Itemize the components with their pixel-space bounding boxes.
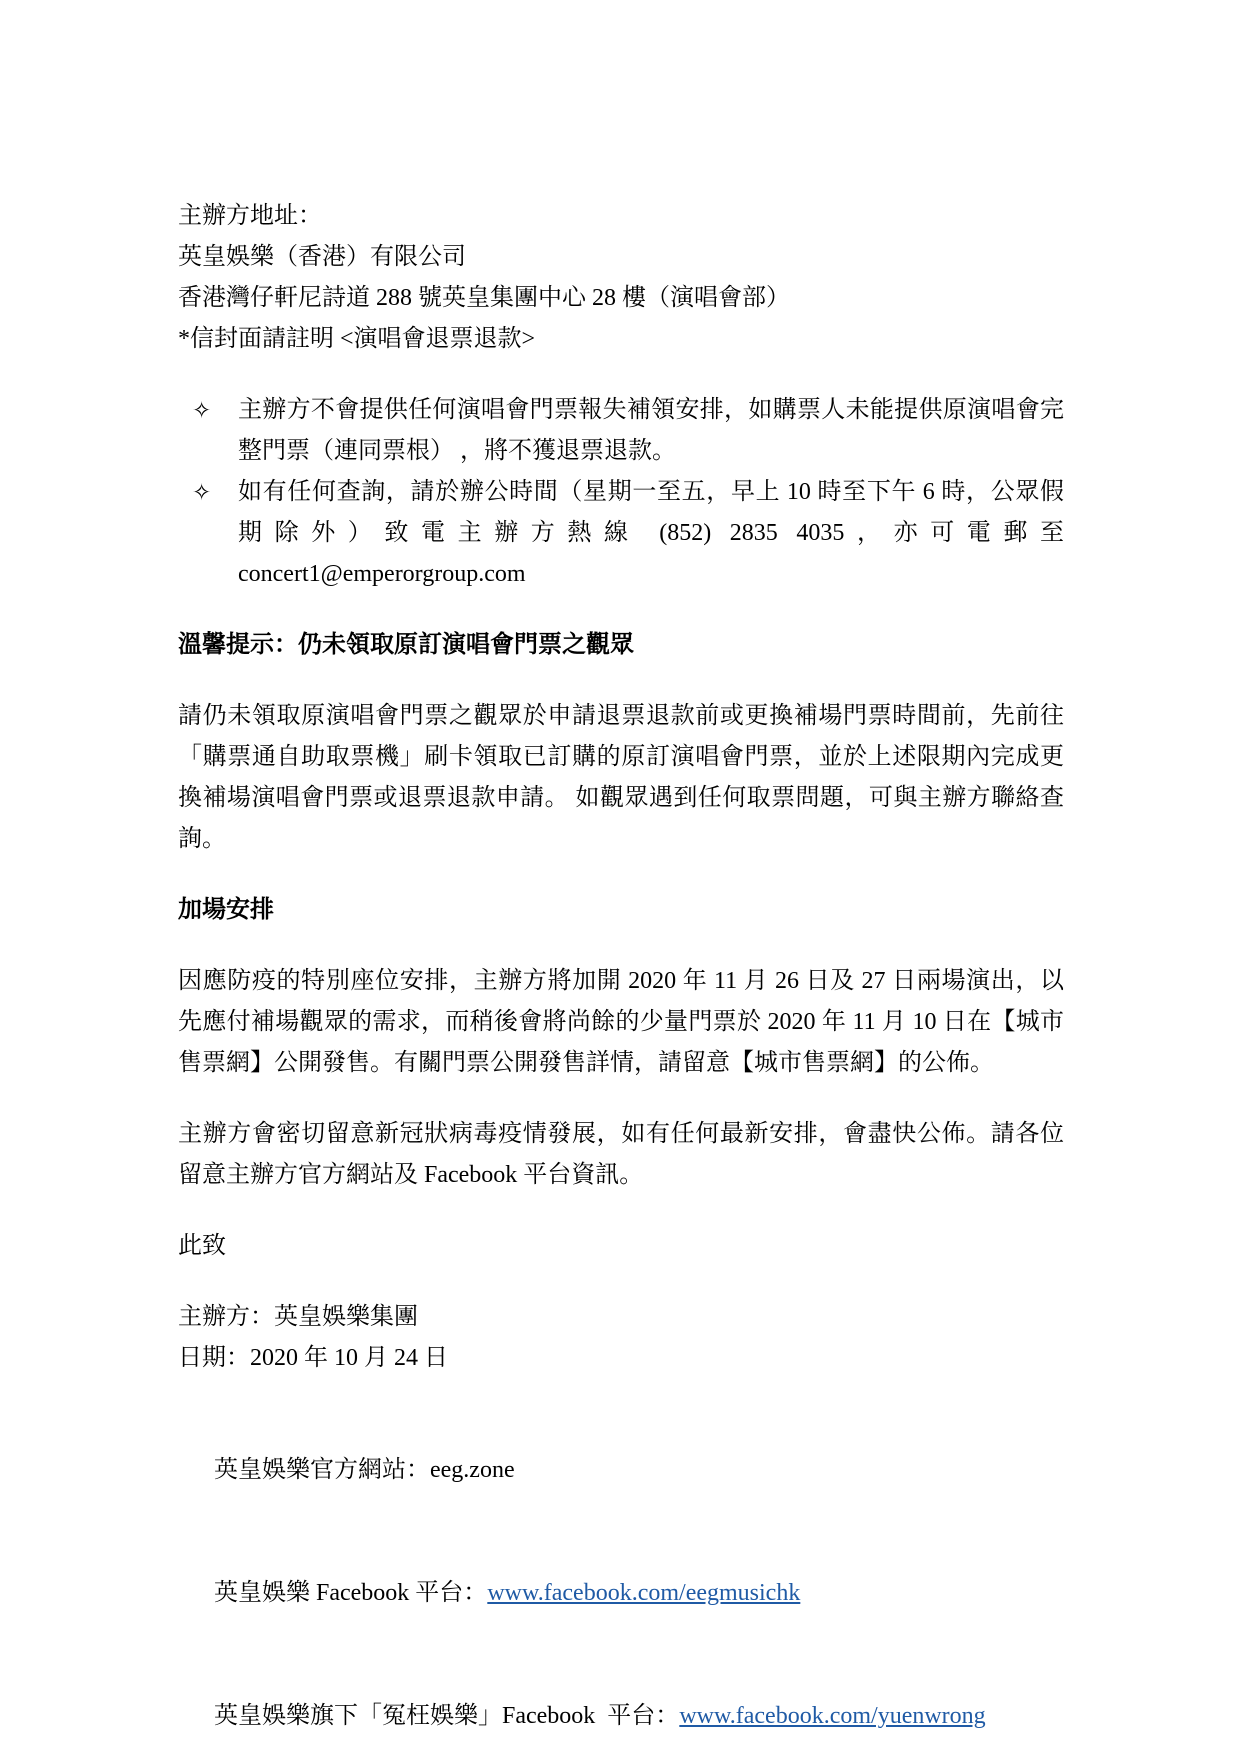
date-line: 日期：2020 年 10 月 24 日	[178, 1345, 448, 1371]
website-label: 英皇娛樂官方網站：	[214, 1457, 430, 1483]
facebook-line	[178, 1532, 1064, 1655]
facebook-link[interactable]: www.facebook.com/eegmusichk	[487, 1580, 801, 1606]
yuenwrong-label: 英皇娛樂旗下「冤枉娛樂」Facebook 平台：	[214, 1703, 680, 1729]
website-line	[178, 1409, 1064, 1532]
note-text: 主辦方不會提供任何演唱會門票報失補領安排，如購票人未能提供原演唱會完整門票（連同票根） ，將不獲退票退款。	[238, 397, 1064, 464]
yuenwrong-link[interactable]: www.facebook.com/yuenwrong	[679, 1703, 986, 1729]
closing-salute: 此致	[178, 1233, 226, 1259]
organizer-address-block	[178, 196, 1064, 360]
extra-shows-paragraph: 因應防疫的特別座位安排，主辦方將加開 2020 年 11 月 26 日及 27 日兩場演出，以先應付補場觀眾的需求，而稍後會將尚餘的少量門票於 2020 年 11 月 10 日在【城市售票網】公開發售。有關門票公開發售詳情，請留意【城市售票網】的公佈。	[178, 968, 1064, 1076]
diamond-bullet-icon: ✧	[192, 398, 212, 423]
note-item	[178, 390, 1064, 472]
footer-links-block	[178, 1409, 1064, 1754]
facebook-label: 英皇娛樂 Facebook 平台：	[214, 1580, 488, 1606]
diamond-bullet-icon: ✧	[192, 480, 212, 505]
covid-update-paragraph: 主辦方會密切留意新冠狀病毒疫情發展，如有任何最新安排，會盡快公佈。請各位留意主辦方官方網站及 Facebook 平台資訊。	[178, 1121, 1064, 1188]
note-item	[178, 472, 1064, 595]
note-text: 如有任何查詢，請於辦公時間（星期一至五，早上 10 時至下午 6 時，公眾假期除外）致電主辦方熱線 (852) 2835 4035，亦可電郵至 concert1@emperorgroup.com	[238, 479, 1064, 587]
reminder-heading: 溫馨提示：仍未領取原訂演唱會門票之觀眾	[178, 632, 634, 658]
website-value: eeg.zone	[430, 1457, 515, 1483]
yuenwrong-line	[178, 1655, 1064, 1754]
reminder-paragraph: 請仍未領取原演唱會門票之觀眾於申請退票退款前或更換補場門票時間前，先前往「購票通自助取票機」刷卡領取已訂購的原訂演唱會門票，並於上述限期內完成更換補場演唱會門票或退票退款申請。 如觀眾遇到任何取票問題，可與主辦方聯絡查詢。	[178, 703, 1064, 852]
signature-block	[178, 1297, 1064, 1379]
extra-shows-heading: 加場安排	[178, 897, 274, 923]
address-envelope-note-line: *信封面請註明 <演唱會退票退款>	[178, 326, 536, 352]
notes-list	[178, 390, 1064, 595]
address-street-line: 香港灣仔軒尼詩道 288 號英皇集團中心 28 樓（演唱會部）	[178, 285, 790, 311]
organizer-line: 主辦方：英皇娛樂集團	[178, 1304, 418, 1330]
address-company-line: 英皇娛樂（香港）有限公司	[178, 244, 466, 270]
address-title-line: 主辦方地址：	[178, 203, 322, 229]
